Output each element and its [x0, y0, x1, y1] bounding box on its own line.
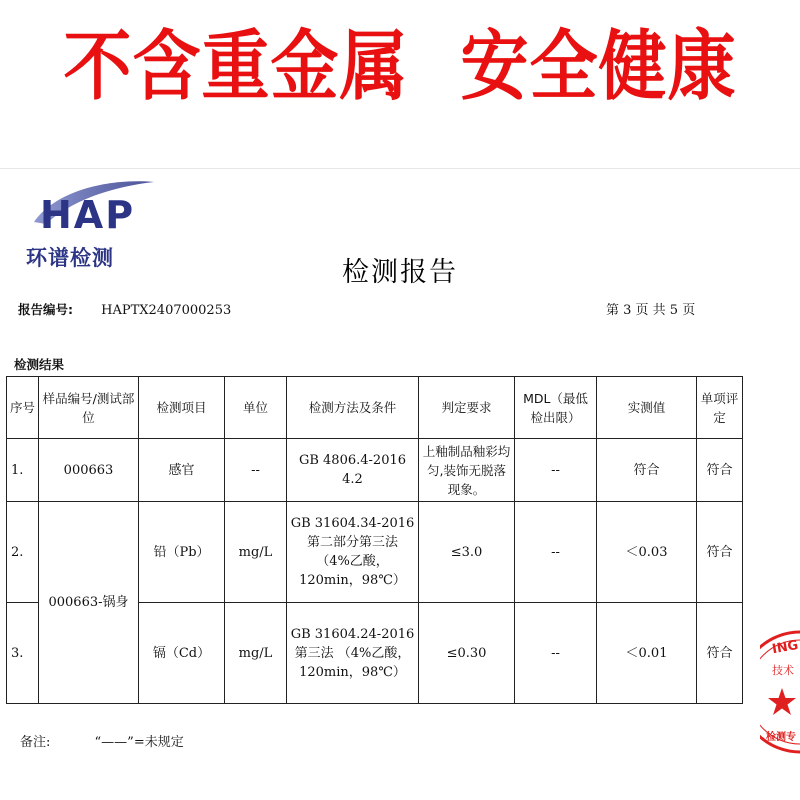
cell-verdict: 符合 — [697, 603, 743, 704]
cell-requirement: 上釉制品釉彩均匀,装饰无脱落现象。 — [419, 439, 515, 502]
remark — [20, 731, 184, 750]
inspection-seal — [760, 628, 800, 758]
cell-mdl: -- — [515, 439, 597, 502]
table-row — [7, 439, 743, 502]
cell-measured: ＜0.03 — [597, 502, 697, 603]
table-row — [7, 502, 743, 603]
report-number-label: 报告编号: — [18, 302, 73, 317]
report-number-line — [18, 300, 231, 318]
report-title: 检测报告 — [342, 257, 458, 288]
cell-method: GB 31604.24-2016 第三法 （4%乙酸，120min，98℃） — [287, 603, 419, 704]
header-unit: 单位 — [225, 377, 287, 439]
cell-item: 铅（Pb） — [139, 502, 225, 603]
cell-sample: 000663-锅身 — [39, 502, 139, 704]
cell-unit: -- — [225, 439, 287, 502]
banner-text-right: 安全健康 — [460, 22, 737, 111]
cell-sample: 000663 — [39, 439, 139, 502]
header-requirement: 判定要求 — [419, 377, 515, 439]
remark-text: “——”=未规定 — [94, 735, 184, 750]
cell-unit: mg/L — [225, 502, 287, 603]
banner-text-left: 不含重金属 — [63, 22, 409, 111]
seal-text-bottom: 检测专 — [766, 732, 796, 743]
seal-text-top: ING — [770, 637, 800, 658]
header-sample: 样品编号/测试部位 — [39, 377, 139, 439]
cell-verdict: 符合 — [697, 439, 743, 502]
header-verdict: 单项评定 — [697, 377, 743, 439]
header-method: 检测方法及条件 — [287, 377, 419, 439]
cell-item: 感官 — [139, 439, 225, 502]
cell-method: GB 31604.34-2016 第二部分第三法 （4%乙酸，120min，98℃） — [287, 502, 419, 603]
cell-index: 3. — [7, 603, 39, 704]
header-mdl: MDL（最低检出限） — [515, 377, 597, 439]
cell-mdl: -- — [515, 603, 597, 704]
remark-label: 备注: — [20, 735, 51, 750]
section-title: 检测结果 — [14, 357, 65, 372]
cell-measured: 符合 — [597, 439, 697, 502]
cell-requirement: ≤0.30 — [419, 603, 515, 704]
promo-banner — [0, 0, 800, 120]
cell-measured: ＜0.01 — [597, 603, 697, 704]
results-table — [6, 376, 743, 704]
logo-mark-text: HAP — [40, 193, 136, 237]
header-index: 序号 — [7, 377, 39, 439]
cell-mdl: -- — [515, 502, 597, 603]
cell-item: 镉（Cd） — [139, 603, 225, 704]
document-edge — [0, 168, 800, 169]
cell-index: 2. — [7, 502, 39, 603]
header-item: 检测项目 — [139, 377, 225, 439]
seal-text-mid: 技术 — [772, 664, 794, 677]
cell-method: GB 4806.4-2016 4.2 — [287, 439, 419, 502]
logo-name: 环谱检测 — [26, 246, 114, 270]
page-info: 第 3 页 共 5 页 — [606, 303, 696, 318]
table-header-row — [7, 377, 743, 439]
cell-unit: mg/L — [225, 603, 287, 704]
header-measured: 实测值 — [597, 377, 697, 439]
cell-index: 1. — [7, 439, 39, 502]
cell-requirement: ≤3.0 — [419, 502, 515, 603]
report-number: HAPTX2407000253 — [101, 303, 232, 318]
seal-star-icon — [768, 688, 796, 715]
cell-verdict: 符合 — [697, 502, 743, 603]
